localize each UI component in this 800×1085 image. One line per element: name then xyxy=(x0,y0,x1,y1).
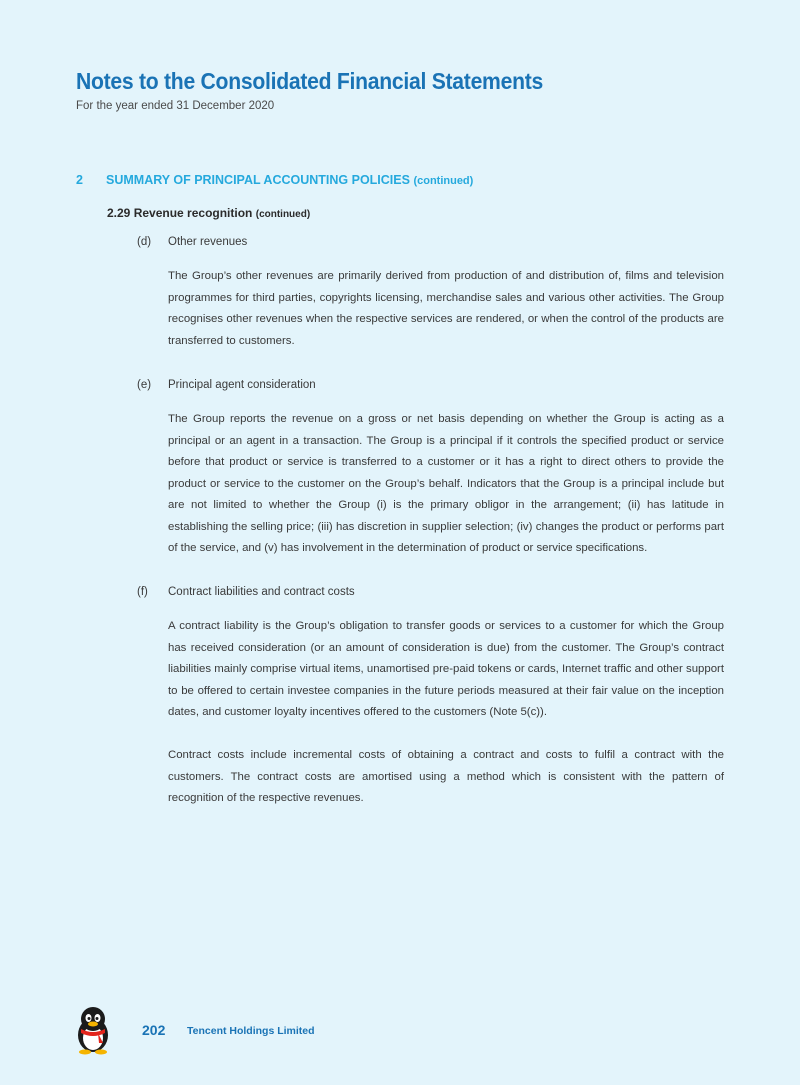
page-number: 202 xyxy=(142,1022,166,1038)
subsection-title: 2.29 Revenue recognition xyxy=(107,206,253,220)
page-title: Notes to the Consolidated Financial Statements xyxy=(76,68,544,94)
section-title-text: SUMMARY OF PRINCIPAL ACCOUNTING POLICIES xyxy=(106,173,410,187)
subsection-heading xyxy=(107,206,310,220)
page-footer xyxy=(72,1005,372,1055)
penguin-icon xyxy=(72,1005,114,1055)
section-heading xyxy=(76,173,473,187)
item-f-paragraph-1: A contract liability is the Group’s obligation to transfer goods or services to a customer for which the Group has received consideration (or an amount of consideration is due) from the customer. The Group’s contract liabilities mainly comprise virtual items, unamortised pre-paid tokens or cards, Internet traffic and other support to be offered to certain investee companies in the future periods measured at their fair value on the inception dates, and customer loyalty incentives offered to the customers (Note 5(c)). xyxy=(168,620,724,718)
item-tag: (f) xyxy=(137,586,148,598)
section-number: 2 xyxy=(76,173,83,187)
item-d-paragraph: The Group’s other revenues are primarily derived from production of and distribution of, films and television programmes for third parties, copyrights licensing, merchandise sales and various other activities. The Group recognises other revenues when the respective services are rendered, or when the control of the products are transferred to customers. xyxy=(168,270,724,347)
item-e-paragraph: The Group reports the revenue on a gross or net basis depending on whether the Group is acting as a principal or an agent in a transaction. The Group is a principal if it controls the specified product or service before that product or service is transferred to a customer or it has a right to direct others to provide the product or service to the customer on the Group’s behalf. Indicators that the Group is a principal include but are not limited to whether the Group (i) is the primary obligor in the arrangement; (ii) has latitude in establishing the selling price; (iii) has discretion in supplier selection; (iv) changes the product or performs part of the service, and (v) has involvement in the determination of product or service specifications. xyxy=(168,413,724,554)
item-e-label xyxy=(137,379,316,391)
section-continued: (continued) xyxy=(413,175,474,187)
subsection-continued: (continued) xyxy=(255,209,311,220)
section-title xyxy=(106,173,473,187)
item-title: Principal agent consideration xyxy=(168,379,316,391)
item-f-label xyxy=(137,586,355,598)
item-d-label xyxy=(137,236,247,248)
page-subtitle: For the year ended 31 December 2020 xyxy=(76,100,275,112)
item-tag: (d) xyxy=(137,236,152,248)
item-f-paragraph-2: Contract costs include incremental costs of obtaining a contract and costs to fulfil a contract with the customers. The contract costs are amortised using a method which is consistent with the pattern of recognition of the respective revenues. xyxy=(168,749,724,804)
company-name: Tencent Holdings Limited xyxy=(187,1025,315,1037)
item-title: Contract liabilities and contract costs xyxy=(168,586,355,598)
item-title: Other revenues xyxy=(168,236,248,248)
item-tag: (e) xyxy=(137,379,152,391)
